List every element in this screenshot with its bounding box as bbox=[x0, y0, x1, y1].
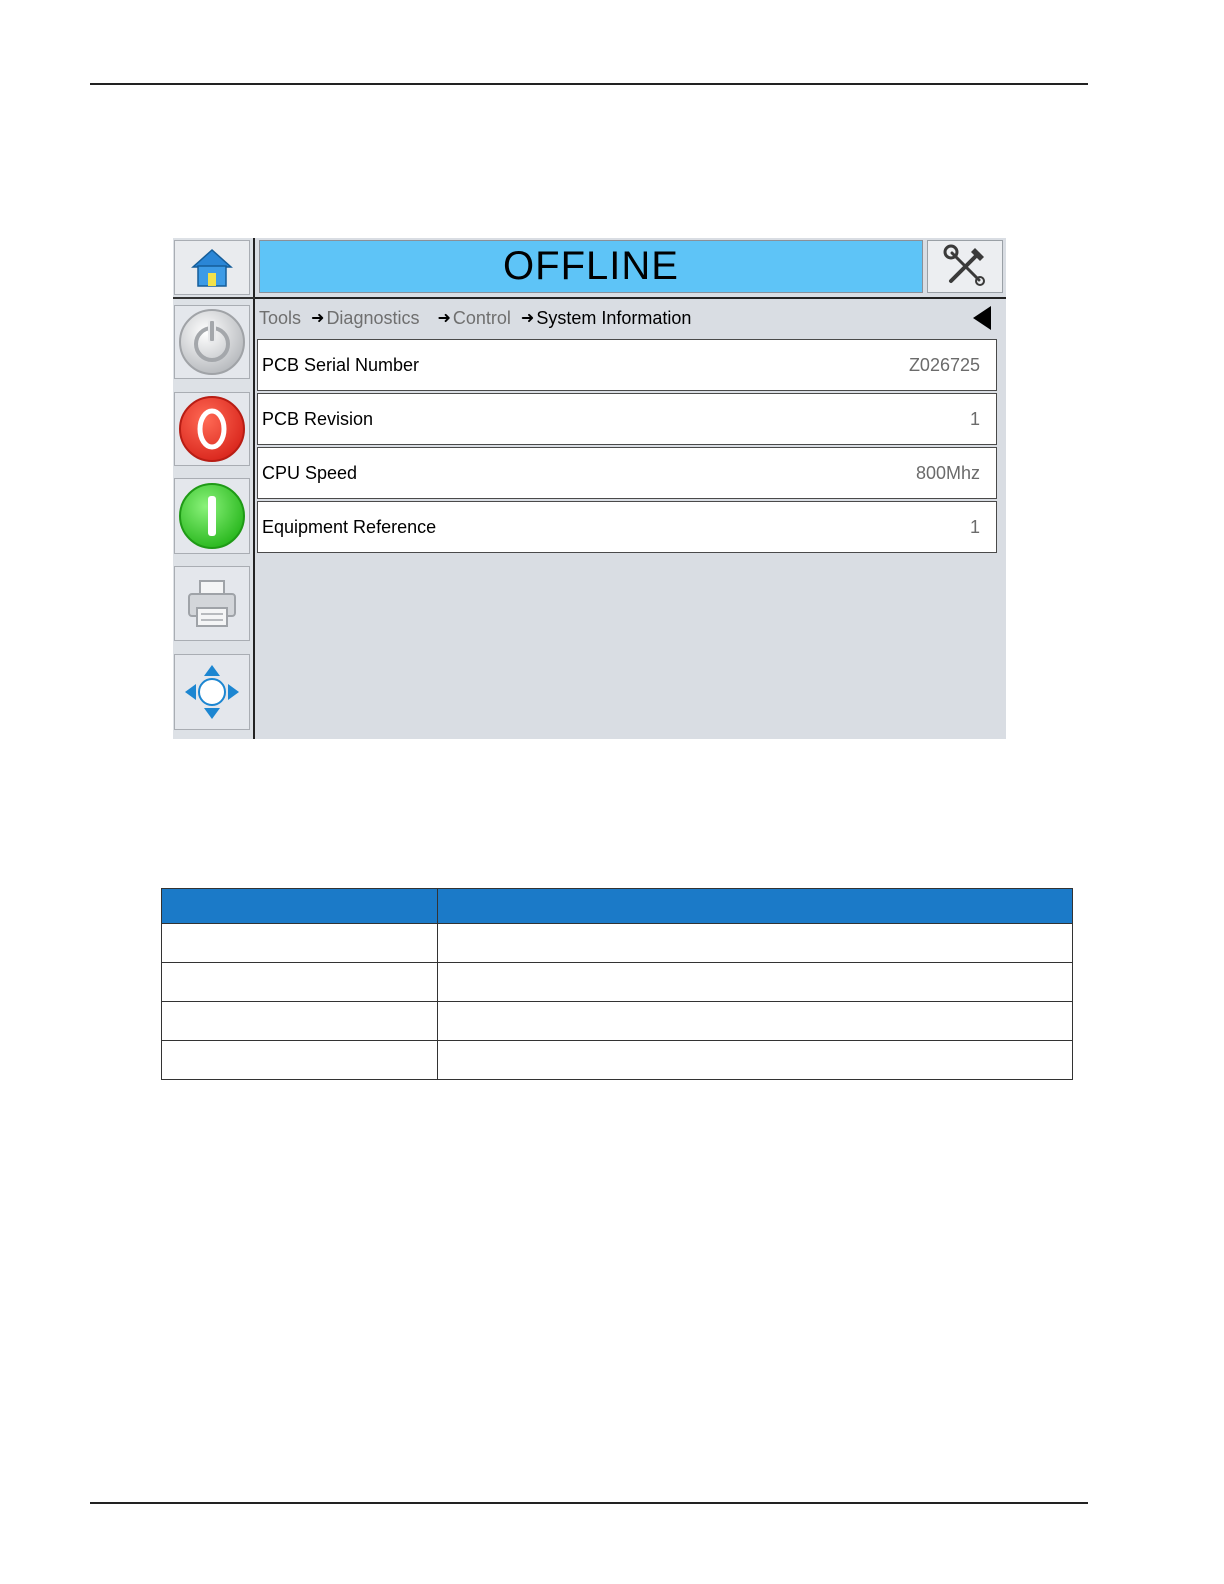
info-row-label: Equipment Reference bbox=[262, 516, 437, 537]
info-row-pcb-revision[interactable] bbox=[257, 393, 997, 445]
info-row-value: 1 bbox=[969, 516, 980, 537]
breadcrumb bbox=[259, 305, 691, 331]
table-cell bbox=[162, 1002, 438, 1041]
table-row bbox=[162, 1002, 1073, 1041]
table-cell bbox=[438, 1041, 1073, 1080]
stop-button[interactable] bbox=[174, 392, 250, 466]
printer-icon bbox=[184, 576, 240, 632]
stop-icon bbox=[178, 395, 246, 463]
breadcrumb-arrow-icon: ➜ bbox=[311, 310, 325, 327]
info-row-label: PCB Revision bbox=[262, 408, 374, 429]
table-cell bbox=[162, 924, 438, 963]
navigate-button[interactable] bbox=[174, 654, 250, 730]
status-banner: OFFLINE bbox=[259, 240, 923, 293]
breadcrumb-arrow-icon: ➜ bbox=[520, 310, 535, 327]
table-cell bbox=[162, 963, 438, 1002]
system-info-list bbox=[257, 339, 997, 555]
info-row-value: 1 bbox=[969, 408, 980, 429]
table-header-cell bbox=[162, 889, 438, 924]
table-header-row bbox=[162, 889, 1073, 924]
power-button[interactable] bbox=[174, 305, 250, 379]
top-rule bbox=[90, 83, 1088, 85]
table-row bbox=[162, 963, 1073, 1002]
description-table bbox=[161, 888, 1073, 1080]
breadcrumb-control[interactable]: Control bbox=[452, 307, 511, 328]
info-row-pcb-serial-number[interactable] bbox=[257, 339, 997, 391]
home-icon bbox=[190, 247, 234, 289]
info-row-label: CPU Speed bbox=[262, 462, 358, 483]
breadcrumb-arrow-icon: ➜ bbox=[437, 310, 451, 327]
print-button[interactable] bbox=[174, 566, 250, 641]
side-toolbar bbox=[173, 238, 255, 739]
table-row bbox=[162, 1041, 1073, 1080]
toolbar-divider bbox=[173, 297, 255, 299]
info-row-label: PCB Serial Number bbox=[262, 354, 420, 375]
table-header-cell bbox=[438, 889, 1073, 924]
table-cell bbox=[438, 1002, 1073, 1041]
tools-button[interactable] bbox=[927, 240, 1003, 293]
navigate-icon bbox=[182, 662, 242, 722]
breadcrumb-diagnostics[interactable]: Diagnostics bbox=[326, 307, 420, 328]
table-row bbox=[162, 924, 1073, 963]
breadcrumb-tools[interactable]: Tools bbox=[259, 307, 302, 328]
info-row-equipment-reference[interactable] bbox=[257, 501, 997, 553]
table-cell bbox=[162, 1041, 438, 1080]
bottom-rule bbox=[90, 1502, 1088, 1504]
breadcrumb-system-information: System Information bbox=[536, 307, 692, 328]
start-icon bbox=[178, 482, 246, 550]
header-divider bbox=[255, 297, 1006, 299]
table-cell bbox=[438, 963, 1073, 1002]
home-button[interactable] bbox=[174, 240, 250, 295]
back-arrow-icon[interactable] bbox=[973, 306, 991, 330]
tools-icon bbox=[942, 244, 988, 290]
info-row-value: 800Mhz bbox=[915, 462, 980, 483]
power-icon bbox=[178, 308, 246, 376]
info-row-value: Z026725 bbox=[908, 354, 980, 375]
table-cell bbox=[438, 924, 1073, 963]
printer-hmi-screen bbox=[173, 238, 1006, 739]
info-row-cpu-speed[interactable] bbox=[257, 447, 997, 499]
start-button[interactable] bbox=[174, 478, 250, 554]
